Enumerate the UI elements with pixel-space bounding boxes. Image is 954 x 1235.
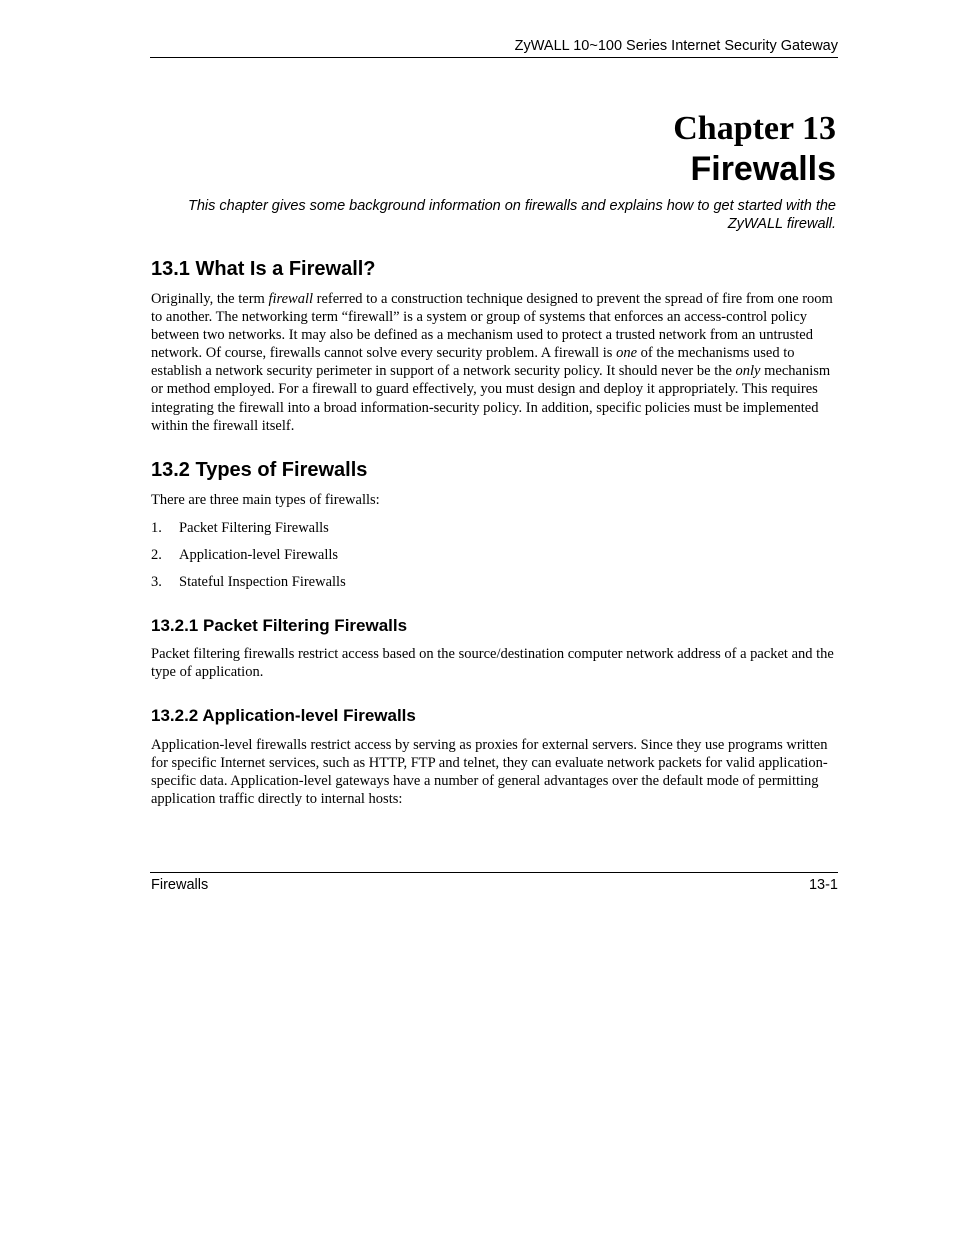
section-13-1-paragraph (151, 290, 837, 435)
section-heading-13-2: 13.2 Types of Firewalls (151, 459, 368, 481)
chapter-title: Firewalls (690, 150, 836, 188)
list-item (151, 573, 751, 600)
para-text: mechanism or method employed. For a firewall to guard effectively, you must design and deploy it appropriately. This requires integrating the firewall into a broad information-security policy. In addition, specific policies must be implemented within the firewall itself. (151, 363, 831, 434)
list-item-text: Packet Filtering Firewalls (179, 520, 329, 536)
list-item (151, 546, 751, 573)
chapter-intro: This chapter gives some background information on firewalls and explains how to get started with the ZyWALL firewall. (187, 198, 836, 232)
section-heading-13-2-1: 13.2.1 Packet Filtering Firewalls (151, 616, 408, 635)
footer-chapter-name: Firewalls (151, 877, 209, 893)
para-text: referred to a construction technique designed to prevent the spread of fire from one room to another. The networking term “firewall” is a system or group of systems that enforces an access-control policy between two networks. It may also be defined as a mechanism used to protect a trusted network from an untrusted network. Of course, firewalls cannot solve every security problem. A firewall is (151, 291, 833, 362)
footer-page-number: 13-1 (808, 877, 838, 893)
chapter-heading (150, 108, 836, 188)
list-item-number: 3. (151, 574, 162, 590)
section-13-2-intro: There are three main types of firewalls: (151, 492, 380, 508)
header-rule (150, 57, 838, 58)
section-heading-13-1: 13.1 What Is a Firewall? (151, 258, 376, 280)
list-item-text: Application-level Firewalls (179, 547, 339, 563)
section-heading-13-2-2: 13.2.2 Application-level Firewalls (151, 706, 416, 725)
list-item-number: 2. (151, 547, 162, 563)
para-emphasis: only (735, 363, 761, 380)
para-emphasis: one (616, 345, 638, 362)
list-item (151, 519, 751, 546)
running-header: ZyWALL 10~100 Series Internet Security Gateway (514, 38, 838, 54)
list-item-text: Stateful Inspection Firewalls (179, 574, 346, 590)
para-text: of the mechanisms used to establish a network security perimeter in support of a network security policy. It should never be the (151, 345, 795, 380)
chapter-number: Chapter 13 (673, 110, 836, 147)
footer-rule (150, 872, 838, 873)
list-item-number: 1. (151, 520, 162, 536)
para-emphasis: firewall (268, 291, 314, 307)
section-13-2-1-paragraph: Packet filtering firewalls restrict access based on the source/destination computer network address of a packet and the type of application. (151, 646, 834, 681)
section-13-2-2-paragraph: Application-level firewalls restrict access by serving as proxies for external servers. Since they use programs written for specific Internet services, such as HTTP, FTP and telnet, they can evaluate network packets for valid application-specific data. Application-level gateways have a number of general advantages over the default mode of permitting application traffic directly to internal hosts: (151, 737, 828, 808)
para-text: Originally, the term (151, 291, 269, 307)
firewall-types-list (151, 519, 751, 600)
